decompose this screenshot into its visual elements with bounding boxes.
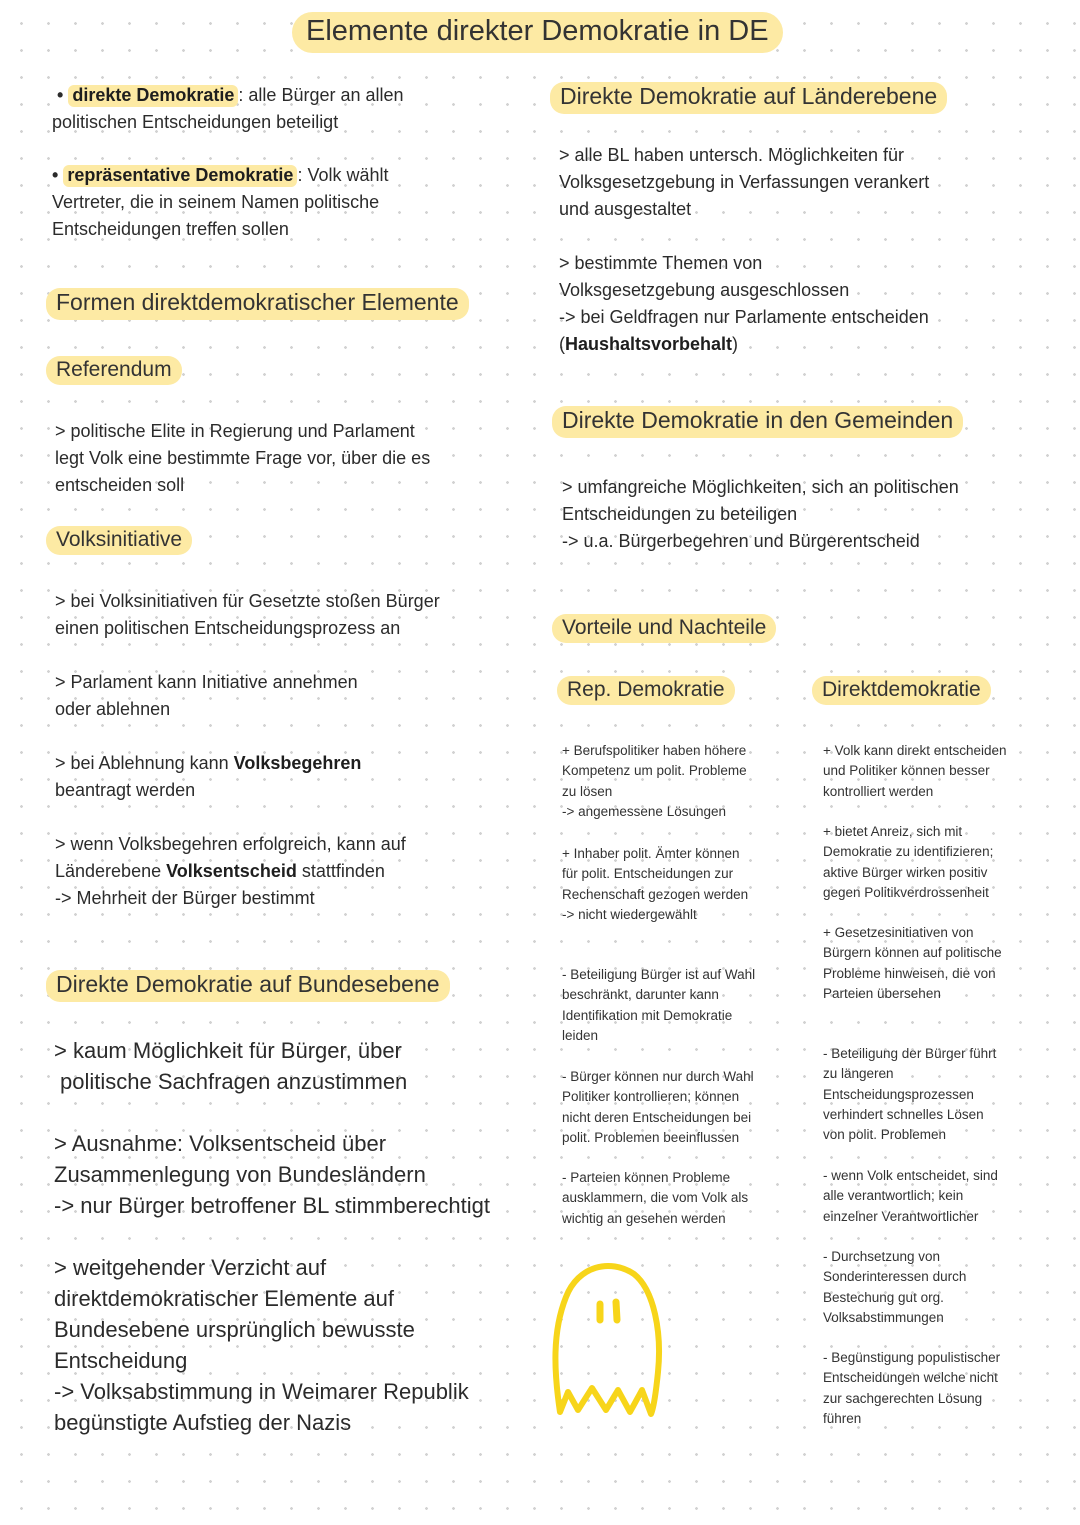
- direkt-item-3: + Gesetzesinitiativen von Bürgern können auf politische Probleme hinweisen, die von Parteien übersehen: [823, 925, 1002, 1001]
- direktdemokratie-heading: Direktdemokratie: [812, 676, 991, 705]
- bundesebene-heading-wrap: [46, 970, 450, 1002]
- def-repr-line3: Entscheidungen treffen sollen: [52, 219, 289, 239]
- def-direkte-text: : alle Bürger an allen: [238, 85, 404, 105]
- volksinitiative-p3: > bei Ablehnung kann Volksbegehren beantragt werden: [55, 753, 362, 800]
- volksinitiative-heading: Volksinitiative: [46, 526, 192, 555]
- def-repr-line2: Vertreter, die in seinem Namen politische: [52, 192, 380, 212]
- referendum-text: > politische Elite in Regierung und Parlament legt Volk eine bestimmte Frage vor, über die es entscheiden soll: [55, 421, 431, 495]
- term-repraesentativ: repräsentative Demokratie: [67, 165, 294, 185]
- def-repr-text: : Volk wählt: [297, 165, 389, 185]
- gemeinden-heading-wrap: [552, 406, 963, 438]
- term-haushaltsvorbehalt: Haushaltsvorbehalt: [565, 334, 733, 354]
- direkt-item-1: + Volk kann direkt entscheiden und Politiker können besser kontrolliert werden: [823, 743, 1007, 799]
- direkt-item-6: - Durchsetzung von Sonderinteressen durch Bestechung gut org. Volksabstimmungen: [823, 1249, 967, 1325]
- rep-item-3: - Beteiligung Bürger ist auf Wahl beschränkt, darunter kann Identifikation mit Demokratie leiden: [562, 967, 756, 1043]
- formen-heading: Formen direktdemokratischer Elemente: [46, 288, 469, 320]
- laenderebene-heading: Direkte Demokratie auf Länderebene: [550, 82, 947, 114]
- definition-direkte: • direkte Demokratie : alle Bürger an allen politischen Entscheidungen beteiligt: [52, 82, 492, 136]
- rep-item-5: - Parteien können Probleme ausklammern, die vom Volk als wichtig an gesehen werden: [562, 1170, 749, 1226]
- bundesebene-p1: > kaum Möglichkeit für Bürger, über politische Sachfragen anzustimmen: [54, 1038, 408, 1094]
- volksinitiative-p2: > Parlament kann Initiative annehmen oder ablehnen: [55, 672, 358, 719]
- ghost-doodle-icon: [548, 1252, 668, 1427]
- laenderebene-p1: > alle BL haben untersch. Möglichkeiten für Volksgesetzgebung in Verfassungen verankert und ausgestaltet: [559, 145, 930, 219]
- volksinitiative-p4: > wenn Volksbegehren erfolgreich, kann auf Länderebene Volksentscheid stattfinden -> Mehrheit der Bürger bestimmt: [55, 834, 406, 908]
- direkt-item-7: - Begünstigung populistischer Entscheidungen welche nicht zur sachgerechten Lösung führen: [823, 1350, 1001, 1426]
- laenderebene-p2: > bestimmte Themen von Volksgesetzgebung ausgeschlossen -> bei Geldfragen nur Parlamente entscheiden (Haushaltsvorbehalt): [559, 253, 929, 354]
- term-volksbegehren: Volksbegehren: [233, 753, 362, 773]
- referendum-heading: Referendum: [46, 356, 182, 385]
- rep-item-1: + Berufspolitiker haben höhere Kompetenz um polit. Probleme zu lösen -> angemessene Lösungen: [562, 743, 747, 819]
- bundesebene-heading: Direkte Demokratie auf Bundesebene: [46, 970, 450, 1002]
- direkt-item-5: - wenn Volk entscheidet, sind alle verantwortlich; kein einzelner Verantwortlicher: [823, 1168, 998, 1224]
- vorteile-heading: Vorteile und Nachteile: [552, 614, 776, 643]
- definition-repraesentativ: • repräsentative Demokratie : Volk wählt Vertreter, die in seinem Namen politische Entscheidungen treffen sollen: [52, 162, 492, 243]
- term-direkte: direkte Demokratie: [72, 85, 235, 105]
- rep-heading-wrap: [557, 676, 735, 705]
- bundesebene-p2: > Ausnahme: Volksentscheid über Zusammenlegung von Bundesländern -> nur Bürger betroffener BL stimmberechtigt: [54, 1131, 490, 1218]
- term-volksentscheid: Volksentscheid: [166, 861, 297, 881]
- gemeinden-text: > umfangreiche Möglichkeiten, sich an politischen Entscheidungen zu beteiligen -> u.a. Bürgerbegehren und Bürgerentscheid: [562, 477, 959, 551]
- page-title: Elemente direkter Demokratie in DE: [292, 12, 783, 53]
- vorteile-heading-wrap: [552, 614, 776, 643]
- volksinitiative-p1: > bei Volksinitiativen für Gesetzte stoßen Bürger einen politischen Entscheidungsprozess an: [55, 591, 440, 638]
- page-title-wrap: [292, 12, 783, 53]
- direkt-heading-wrap: [812, 676, 991, 705]
- laenderebene-heading-wrap: [550, 82, 947, 114]
- rep-demokratie-heading: Rep. Demokratie: [557, 676, 735, 705]
- bundesebene-p3: > weitgehender Verzicht auf direktdemokratischer Elemente auf Bundesebene ursprünglich bewusste Entscheidung -> Volksabstimmung in Weimarer Republik begünstigte Aufstieg der Nazis: [54, 1255, 469, 1435]
- formen-heading-wrap: [46, 288, 469, 320]
- direkt-item-2: + bietet Anreiz, sich mit Demokratie zu identifizieren; aktive Bürger wirken positiv gegen Politikverdrossenheit: [823, 824, 994, 900]
- rep-item-4: - Bürger können nur durch Wahl Politiker kontrollieren; können nicht deren Entscheidungen bei polit. Problemen beeinflussen: [562, 1069, 754, 1145]
- volksinitiative-heading-wrap: [46, 526, 192, 555]
- referendum-heading-wrap: [46, 356, 182, 385]
- gemeinden-heading: Direkte Demokratie in den Gemeinden: [552, 406, 963, 438]
- rep-item-2: + Inhaber polit. Ämter können für polit. Entscheidungen zur Rechenschaft gezogen werden -> nicht wiedergewählt: [562, 846, 749, 922]
- def-direkte-line2: politischen Entscheidungen beteiligt: [52, 112, 339, 132]
- direkt-item-4: - Beteiligung der Bürger führt zu längeren Entscheidungsprozessen verhindert schnelles Lösen von polit. Problemen: [823, 1046, 997, 1143]
